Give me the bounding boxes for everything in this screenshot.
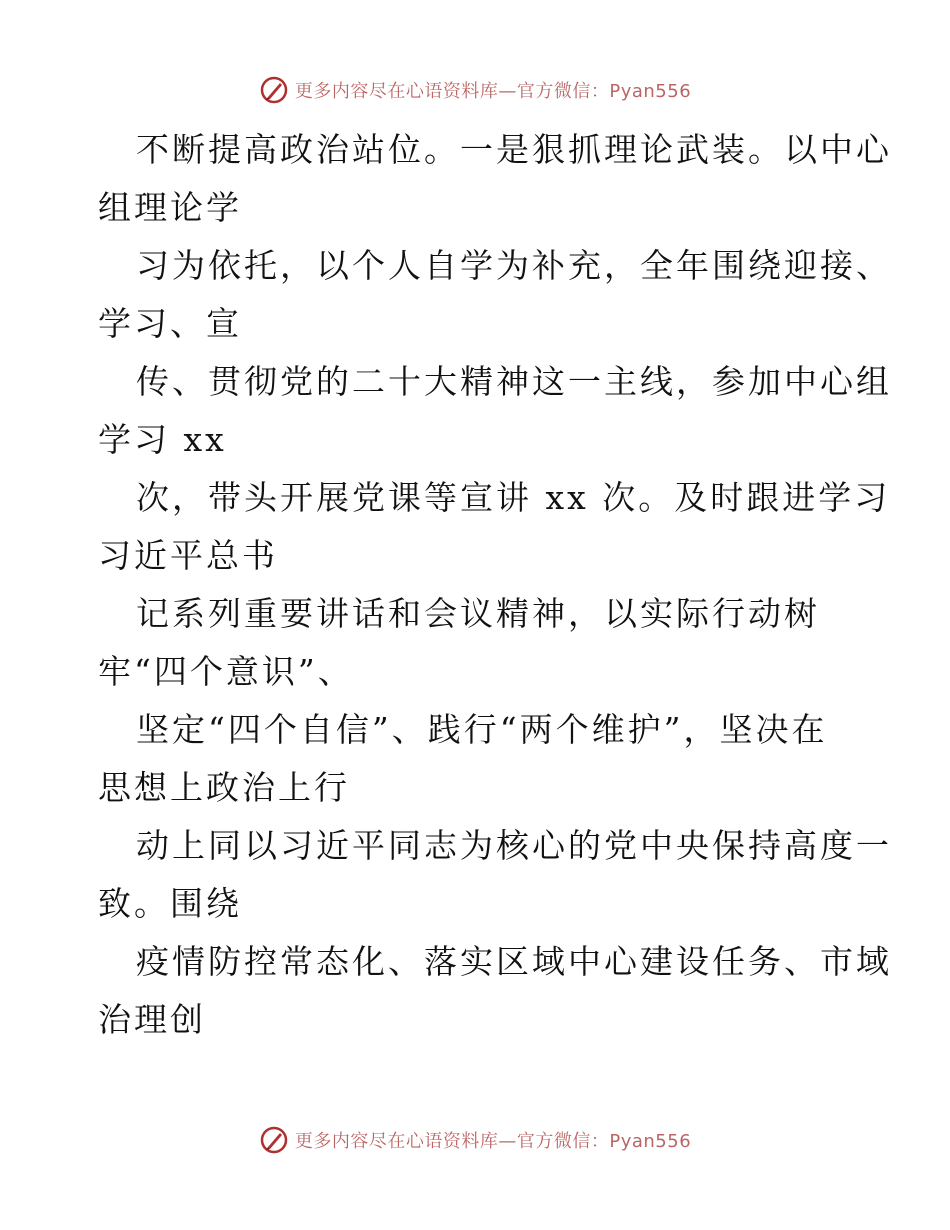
text-line: 习为依托，以个人自学为补充，全年围绕迎接、	[136, 246, 892, 285]
text-line: 次，带头开展党课等宣讲 xx 次。及时跟进学习	[136, 478, 891, 517]
pen-logo-icon	[259, 75, 289, 105]
text-line: 致。围绕	[98, 884, 242, 923]
text-line: 不断提高政治站位。一是狠抓理论武装。以中心	[136, 130, 892, 169]
text-line: 学习 xx	[98, 420, 227, 459]
paragraph-8	[98, 933, 892, 1049]
pen-logo-icon	[259, 1125, 289, 1155]
paragraph-5	[98, 585, 858, 701]
document-body	[98, 121, 892, 1049]
text-line: 传、贯彻党的二十大精神这一主线，参加中心组	[136, 362, 892, 401]
text-line: 习近平总书	[98, 536, 278, 575]
text-line: 牢“四个意识”、	[98, 652, 354, 691]
paragraph-1	[98, 121, 892, 237]
text-line: 组理论学	[98, 188, 242, 227]
text-line: 学习、宣	[98, 304, 242, 343]
text-line: 记系列重要讲话和会议精神，以实际行动树	[136, 594, 820, 633]
paragraph-2	[98, 237, 892, 353]
footer-watermark-text: 更多内容尽在心语资料库—官方微信：Pyan556	[294, 1131, 692, 1152]
text-line: 疫情防控常态化、落实区域中心建设任务、市域	[136, 942, 892, 981]
text-line: 思想上政治上行	[98, 768, 350, 807]
header-watermark	[0, 70, 950, 110]
text-line: 坚定“四个自信”、践行“两个维护”，坚决在	[136, 710, 828, 749]
paragraph-3	[98, 353, 892, 469]
paragraph-7	[98, 817, 892, 933]
paragraph-6	[98, 701, 858, 817]
text-line: 治理创	[98, 1000, 206, 1039]
text-line: 动上同以习近平同志为核心的党中央保持高度一	[136, 826, 892, 865]
footer-watermark	[0, 1120, 950, 1160]
paragraph-4	[98, 469, 891, 585]
header-watermark-text: 更多内容尽在心语资料库—官方微信：Pyan556	[294, 81, 692, 102]
